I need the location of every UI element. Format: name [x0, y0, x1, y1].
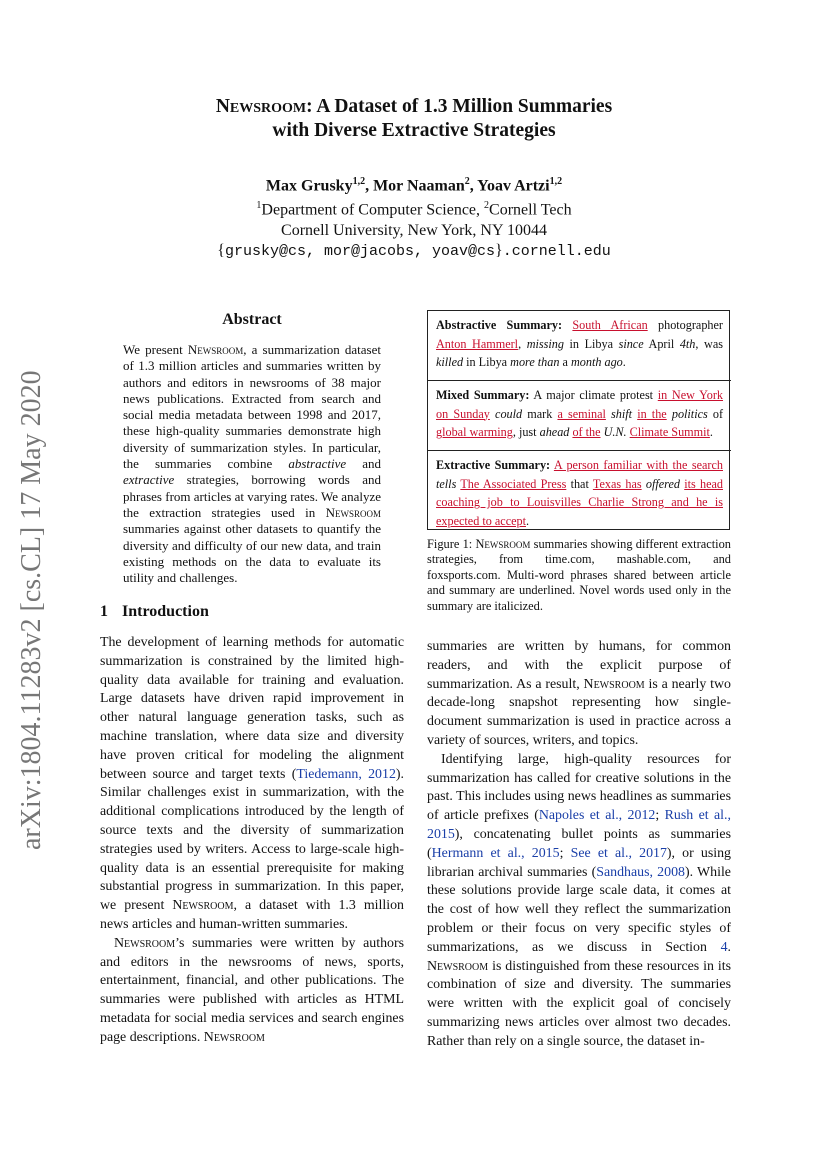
- text-run: , was: [695, 336, 723, 351]
- shared-phrase: South African: [572, 318, 648, 332]
- novel-word: could: [495, 406, 523, 421]
- citation-link[interactable]: Napoles et al., 2012: [538, 808, 656, 824]
- text-run: photographer: [647, 318, 723, 332]
- text-run: is distinguished from these resources in its combination of size and diversity. The summaries were written with the explicit goal of concisely summarizing news articles over almost two decades. Rather than rely on a single source, the dataset in-: [427, 958, 731, 1049]
- text-run: ,: [518, 336, 527, 351]
- affiliations: [0, 196, 828, 220]
- text-run: ), or using librarian archival summaries (: [427, 845, 732, 880]
- summary-label: Extractive Summary:: [436, 458, 551, 472]
- novel-word: shift: [611, 406, 633, 421]
- text-run: a: [559, 355, 571, 370]
- title-dataset-name: Newsroom: [215, 96, 307, 117]
- affil-marker: 2: [464, 176, 470, 187]
- shared-phrase: a seminal: [557, 406, 606, 421]
- text-run: The development of learning methods for automatic summarization is constrained by the limited high-quality data available for training and evaluation. Large datasets have driven rapid improvement in other natural language generation tasks, such as machine translation, where data size and diversity have proven critical for modeling the alignment between source and target texts (: [100, 635, 404, 782]
- affil-marker: 1: [256, 200, 262, 212]
- dataset-name: Newsroom: [427, 958, 489, 974]
- email-list: grusky@cs, mor@jacobs, yoav@cs: [224, 242, 495, 260]
- emails: [0, 241, 828, 262]
- dataset-name: Newsroom: [475, 537, 531, 551]
- text-run: is a nearly two decade-long snapshot representing how single-document summarization is used in practice across a variety of sources, writers, and topics.: [427, 676, 731, 748]
- right-column-body: [427, 638, 731, 1052]
- shared-phrase: A person familiar with the search: [553, 458, 723, 472]
- shared-phrase: global warming: [436, 425, 513, 440]
- shared-phrase: The Associated Press: [460, 476, 567, 491]
- novel-word: tells: [436, 476, 457, 491]
- author-block: [0, 172, 828, 262]
- text-run: ;: [559, 845, 571, 861]
- abstract-part: , a summarization dataset of 1.3 million articles and summaries written by authors and editors in newsrooms of 38 major news publications. Extracted from search and social media metadata between 1998 and 2017, these high-quality summaries demonstrate high diversity of summarization styles. In particular, the summaries combine: [123, 342, 382, 472]
- author-artzi: , Yoav Artzi: [469, 177, 550, 195]
- text-run: Identifying large, high-quality resources for summarization has called for creative solutions in the past. This includes using news headlines as summaries of article prefixes (: [427, 751, 731, 824]
- arxiv-identifier: arXiv:1804.11283v2 [cs.CL] 17 May 2020: [16, 370, 47, 850]
- affil-marker: 1,2: [549, 176, 563, 187]
- novel-word: month ago: [570, 355, 623, 370]
- affil-marker: 1,2: [352, 176, 366, 187]
- text-run: April: [643, 336, 680, 351]
- location: Cornell University, New York, NY 10044: [281, 221, 547, 239]
- text-run: in Libya: [463, 355, 511, 370]
- brace-open: {: [217, 241, 225, 259]
- author-naaman: , Mor Naaman: [365, 177, 465, 195]
- text-run: mark: [522, 406, 558, 421]
- abstract-part: We present: [123, 342, 188, 357]
- abstract-emphasis: extractive: [123, 472, 175, 488]
- citation-link[interactable]: See et al., 2017: [570, 845, 667, 861]
- novel-word: U.N.: [603, 425, 627, 440]
- summary-label: Mixed Summary:: [436, 388, 530, 402]
- text-run: in Libya: [563, 336, 619, 351]
- abstract-text: [123, 342, 381, 586]
- affil-marker: 2: [484, 200, 490, 212]
- citation-link[interactable]: Hermann et al., 2015: [431, 845, 560, 861]
- novel-word: missing: [526, 336, 564, 351]
- text-run: ;: [655, 808, 665, 824]
- text-run: ). While these solutions provide large scale data, it comes at the cost of how well they reflect the summarization problem or their focus on very specific styles of summarizations, as we discuss in Section: [427, 864, 731, 955]
- shared-phrase: in the: [637, 406, 667, 421]
- dataset-name: Newsroom: [187, 342, 244, 357]
- mixed-summary-example: [428, 380, 731, 450]
- summary-label: Abstractive Summary:: [436, 318, 563, 332]
- paragraph: [427, 638, 731, 751]
- text-run: of: [707, 406, 724, 421]
- email-domain: .cornell.edu: [502, 242, 611, 260]
- text-run: .: [526, 513, 530, 528]
- dataset-name: Newsroom: [114, 935, 176, 951]
- affiliation-cs: Department of Computer Science,: [261, 201, 485, 219]
- shared-phrase: of the: [572, 425, 601, 440]
- arxiv-stamp: [4, 356, 50, 850]
- dataset-name: Newsroom: [203, 1029, 265, 1045]
- novel-word: politics: [671, 406, 708, 421]
- text-run: .: [709, 425, 713, 440]
- novel-word: 4th: [679, 336, 696, 351]
- author-grusky: Max Grusky: [265, 177, 353, 195]
- novel-word: more than: [510, 355, 560, 370]
- author-names: [0, 172, 828, 196]
- extractive-summary-example: [428, 450, 731, 530]
- citation-link[interactable]: Rush et al., 2015: [427, 808, 731, 842]
- abstract-emphasis: abstractive: [288, 456, 347, 472]
- text-run: ). Similar challenges exist in summarization, with the additional complications introduced by the length of source texts and the diversity of summarization strategies used by writers. Access to large-scale high-quality data is an essential prerequisite for making substantial progress in summarization. In this paper, we present: [100, 766, 405, 914]
- section-number: 1: [100, 603, 108, 620]
- text-run: summaries are written by humans, for common readers, and with the explicit purpose of summarization. As a result,: [427, 639, 731, 692]
- paragraph: [100, 634, 404, 935]
- novel-word: ahead: [539, 425, 570, 440]
- text-run: , just: [512, 425, 540, 440]
- text-run: .: [727, 939, 731, 955]
- text-run: ), concatenating bullet points as summaries (: [427, 826, 731, 861]
- left-column-body: [100, 634, 404, 1048]
- citation-link[interactable]: Tiedemann, 2012: [296, 766, 396, 782]
- brace-close: }: [495, 241, 503, 259]
- shared-phrase: Anton Hammerl: [436, 336, 519, 351]
- text-run: that: [566, 476, 593, 491]
- paragraph: [427, 751, 731, 1052]
- shared-phrase: its head coaching job to Louisvilles Charlie Strong and he is expected to accept: [436, 476, 723, 528]
- section-title: Introduction: [122, 603, 209, 620]
- section-heading-introduction: [100, 603, 209, 621]
- text-run: ’s summaries were written by authors and editors in the newsrooms of news, sports, entertainment, financial, and other publications. The summaries were published with articles as HTML metadata for social media services and search engines page descriptions.: [100, 935, 404, 1045]
- citation-link[interactable]: Sandhaus, 2008: [596, 864, 685, 880]
- abstractive-summary-example: [428, 311, 731, 380]
- shared-phrase: Climate Summit: [629, 425, 710, 440]
- novel-word: offered: [645, 476, 680, 491]
- paper-title: [0, 95, 828, 143]
- caption-text: summaries showing different extraction strategies, from time.com, mashable.com, and foxsports.com. Multi-word phrases shared between article and summary are underlined. Novel words used only in the summary are italicized.: [427, 537, 731, 613]
- section-reference-link[interactable]: 4: [720, 939, 728, 955]
- abstract-heading: Abstract: [222, 311, 282, 328]
- abstract-part: and: [346, 456, 382, 472]
- title-line-2: with Diverse Extractive Strategies: [272, 120, 556, 141]
- novel-word: since: [618, 336, 644, 351]
- dataset-name: Newsroom: [325, 504, 381, 520]
- affiliation-tech: Cornell Tech: [489, 201, 572, 219]
- title-line-1: : A Dataset of 1.3 Million Summaries: [306, 96, 613, 117]
- text-run: .: [622, 355, 626, 370]
- abstract-part: strategies, borrowing words and phrases from articles at varying rates. We analyze the extraction strategies used in: [123, 472, 381, 520]
- shared-phrase: Texas has: [592, 476, 642, 491]
- figure-1-box: [427, 310, 730, 530]
- abstract-part: summaries against other datasets to quantify the diversity and difficulty of our new data, and train existing methods on the data to evaluate its utility and challenges.: [123, 521, 381, 586]
- novel-word: killed: [436, 355, 464, 370]
- caption-label: Figure 1:: [427, 537, 476, 551]
- shared-phrase: in New York on Sunday: [436, 388, 724, 421]
- text-run: , a dataset with 1.3 million news articles and human-written summaries.: [100, 898, 404, 932]
- paragraph: [100, 935, 404, 1048]
- text-run: A major climate protest: [529, 388, 658, 402]
- dataset-name: Newsroom: [172, 898, 234, 914]
- dataset-name: Newsroom: [583, 676, 645, 692]
- figure-1-caption: [427, 537, 731, 614]
